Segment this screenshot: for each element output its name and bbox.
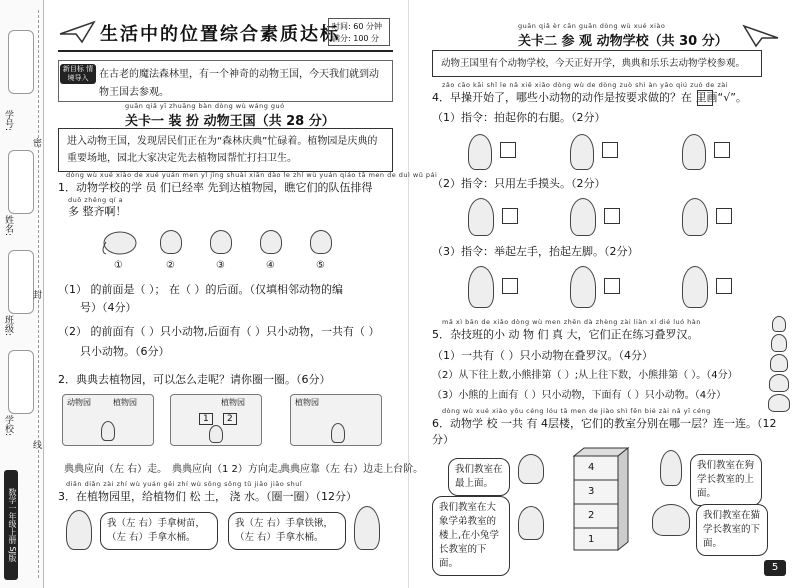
score-label: 满分: 100 分 [332,34,380,43]
q4-sub-2: （2）指令：只用左手摸头。（2分） [432,177,606,190]
bubble-line: 我（左 右）手拿铁锹， [235,518,334,529]
class-box[interactable] [8,250,34,314]
level1-story-box [58,128,393,172]
level2-story-box [432,50,762,77]
animal-exercise-figure [570,134,594,170]
intro-badge: 新目标 情境导入 [60,64,96,84]
animal-exercise-figure [570,198,596,236]
building-drawing [566,442,630,552]
chick-figure [160,230,182,254]
q1-1-text: （1） 的前面是（ ）； 在（ ）的后面。（仅填相邻动物的编 [58,283,343,296]
time-label: 时间: 60 分钟 [332,22,382,31]
q1-2-text: （2） 的前面有（ ）只小动物,后面有（ ）只小动物，一共有（ ） [58,325,380,338]
answer-box[interactable] [602,142,618,158]
q5-sub-3: （3）小熊的上面有（ ）只小动物，下面有（ ）只小动物。（4分） [432,390,727,401]
class-label: 班级: [3,315,13,337]
cut-mark-xian: 线 [31,440,41,449]
speech-bubble-above-dog: 我们教室在狗学长教室的上面。 [690,454,762,506]
speech-bubble-between: 我们教室在大象学弟教室的楼上,在小兔学长教室的下面。 [432,496,510,576]
lineup-number: ① [114,260,123,271]
path-2-label: 2 [223,413,237,425]
floor-number: 4 [588,462,595,473]
answer-box[interactable] [604,208,620,224]
zoo-label: 动物园 [67,398,91,407]
bubble-line: （左 右）手拿水桶。 [235,532,324,543]
speech-bubble-below-cat: 我们教室在猫学长教室的下面。 [696,504,768,556]
route-map-1 [62,394,154,446]
lineup-number: ④ [266,260,275,271]
answer-box[interactable] [500,142,516,158]
q6-pinyin: dòng wù xué xiào yǒu céng lóu tā men de jiào shì fēn bié zài nǎ yī céng [442,407,711,415]
tower-animal [769,374,789,392]
dian-dian-figure [331,423,345,443]
animal-exercise-figure [682,266,708,308]
answer-box[interactable] [716,278,732,294]
answer-box[interactable] [714,142,730,158]
intro-box [58,60,393,102]
animal-exercise-figure [570,266,596,308]
garden-label: 植物园 [221,398,245,407]
animal-exercise-figure [682,198,708,236]
school-box[interactable] [8,350,34,414]
student-id-box[interactable] [8,30,34,94]
garden-label: 植物园 [113,398,137,407]
garden-label: 植物园 [295,398,319,407]
q2-text: 2．典典去植物园，可以怎么走呢？请你圈一圈。（6分） [58,373,331,386]
time-score-box [328,18,390,46]
q4-text: 4．早操开始了，哪些小动物的动作是按要求做的？在 里画“√”。 [432,91,747,104]
page-number: 5 [764,560,786,576]
route-map-3 [290,394,382,446]
level1-heading: 关卡一 装 扮 动物王国（共 28 分） [125,114,335,129]
q1-2b-text: 只小动物。（6分） [80,345,170,358]
tower-animal [768,394,790,412]
route-map-2 [170,394,262,446]
q1b-text: 多 整齐啊！ [68,205,127,218]
dog-figure [518,506,544,540]
lineup-number: ⑤ [316,260,325,271]
q4-sub-1: （1）指令：拍起你的右腿。（2分） [432,111,606,124]
animal-lineup [100,226,340,274]
q1-1b-text: 号）（4分） [80,301,137,314]
level2-story: 动物王国里有个动物学校，今天正好开学，典典和乐乐去动物学校参观。 [441,58,746,69]
animal-exercise-figure [468,266,494,308]
name-box[interactable] [8,150,34,214]
q4-pinyin: zǎo cāo kāi shǐ le nǎ xiē xiǎo dòng wù de dòng zuò shì àn yāo qiú zuò de zài [442,81,729,89]
level2-heading: 关卡二 参 观 动物学校（共 30 分） [518,34,728,49]
squirrel-figure [310,230,332,254]
q4-row-1 [460,130,760,174]
q4-row-2 [460,194,760,240]
cut-mark-feng: 封 [31,290,41,299]
floor-number: 3 [588,486,595,497]
boy-with-sapling-figure [66,510,92,550]
answer-box[interactable] [716,208,732,224]
school-label: 学校: [3,415,13,437]
speech-bubble-2 [228,512,346,550]
q1-text: 1．动物学校的学 员 们已经率 先到达植物园，瞧它们的队伍排得 [58,181,373,194]
q6-text: 6．动物学 校 一共 有 4层楼，它们的教室分别在哪一层？连一连。（12分） [432,417,777,446]
answer-box[interactable] [502,208,518,224]
cut-line [38,10,39,578]
level1-story: 进入动物王国，发现居民们正在为“森林庆典”忙碌着。植物园是庆典的重要场地，园北大家决定先去植物园帮忙打扫卫生。 [67,136,378,164]
school-building [566,442,630,552]
grade-tag: 数学一年级上册 SJ版 [4,470,18,580]
q5-sub-1: （1）一共有（ ）只小动物在叠罗汉。（4分） [432,349,653,362]
cat-figure [210,230,232,254]
student-id-label: 学号: [3,110,13,132]
girl-with-shovel-figure [354,506,380,550]
animal-tower-figure [768,316,790,412]
dian-dian-figure [209,425,223,443]
title-rule [58,50,393,52]
dian-dian-figure [101,421,115,441]
elephant-figure [100,226,138,256]
bubble-line: （左 右）手拿水桶。 [107,532,196,543]
level2-pinyin: guān qiǎ èr cān guān dòng wù xué xiào [518,22,666,30]
paper-plane-icon [58,20,98,44]
q3-text: 3．在植物园里，给植物们 松 土， 浇 水。（圈一圈）（12分） [58,490,357,503]
tower-animal [772,316,786,332]
animal-speaker-figure [518,454,544,484]
page-title: 生活中的位置综合素质达标 [100,24,340,45]
rabbit-figure [660,450,682,486]
animal-exercise-figure [468,134,492,170]
q1b-pinyin: duō zhěng qí a [68,196,124,204]
elephant-figure [652,504,690,536]
speech-bubble-top-floor: 我们教室在最上面。 [448,458,510,496]
q3-pinyin: diǎn diǎn zài zhí wù yuán gěi zhí wù sōng sōng tǔ jiāo jiāo shuǐ [66,480,303,488]
q1-pinyin: dòng wù xué xiào de xué yuán men yǐ jīng shuài xiān dào le zhí wù yuán qiáo tā men de duì wǔ pái [66,171,438,179]
floor-number: 2 [588,510,595,521]
animal-exercise-figure [468,198,494,236]
q5-pinyin: mǎ xì bān de xiǎo dòng wù men zhēn dà zhèng zài liàn xí dié luó hàn [442,318,701,326]
q2-sub-2: 典典应向（1 2）方向走。 [172,464,288,475]
intro-text: 在古老的魔法森林里，有一个神奇的动物王国，今天我们就到动物王国去参观。 [99,69,379,98]
q5-text: 5．杂技班的小 动 物 们 真 大，它们正在练习叠罗汉。 [432,328,699,341]
level1-pinyin: guān qiǎ yī zhuāng bàn dòng wù wáng guó [125,102,285,110]
binding-strip [0,0,44,588]
q4-sub-3: （3）指令：举起左手，抬起左脚。（2分） [432,245,639,258]
q2-sub-1: 典典应向（左 右）走。 [64,464,168,475]
path-1-label: 1 [199,413,213,425]
dog-figure [260,230,282,254]
q2-sub-3: 典典应靠（左 右）边走上台阶。 [280,464,424,475]
cut-mark-mi: 密 [31,138,41,147]
q5-sub-2: （2）从下往上数,小熊排第（ ）;从上往下数，小熊排第（ ）。（4分） [432,370,738,381]
bubble-line: 我（左 右）手拿树苗， [107,518,206,529]
lineup-number: ② [166,260,175,271]
answer-box[interactable] [604,278,620,294]
name-label: 姓名: [3,215,13,237]
q4-example-box [697,90,713,106]
animal-exercise-figure [682,134,706,170]
answer-box[interactable] [502,278,518,294]
lineup-number: ③ [216,260,225,271]
paper-plane-icon [740,24,780,48]
speech-bubble-1 [100,512,218,550]
tower-animal [770,354,788,372]
tower-animal [771,334,787,352]
floor-number: 1 [588,534,595,545]
page-fold [408,0,409,588]
q4-row-3 [460,262,760,312]
